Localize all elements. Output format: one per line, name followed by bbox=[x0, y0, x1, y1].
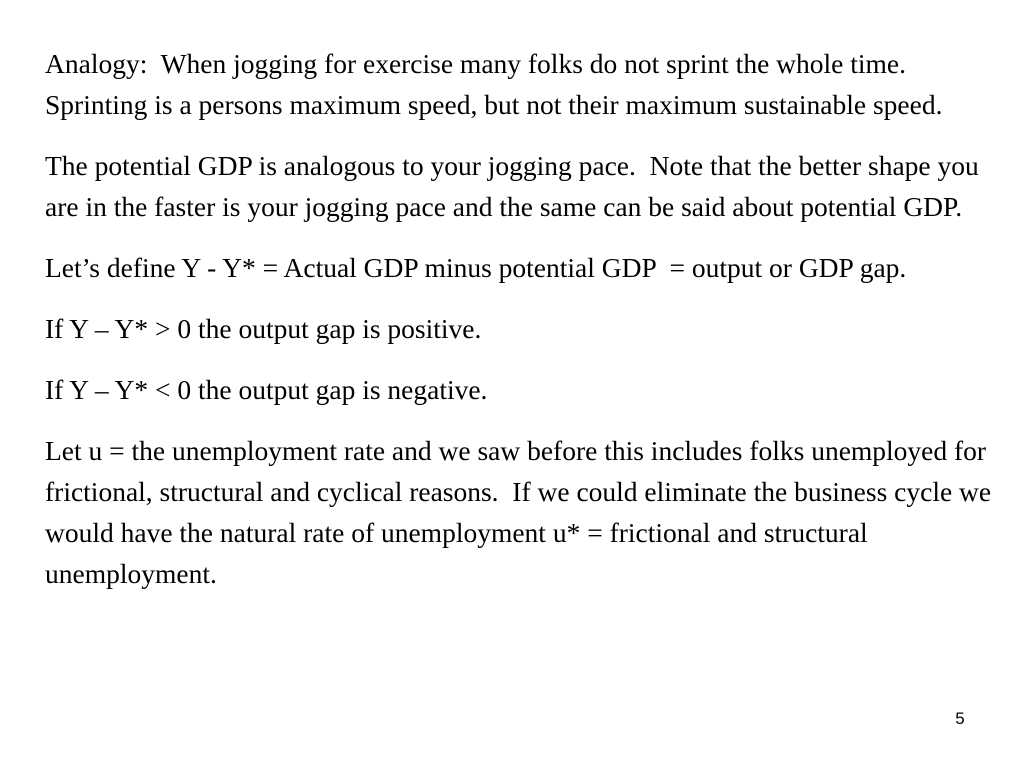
paragraph-unemployment: Let u = the unemployment rate and we saw before this includes folks unemployed for frictional, structural and cyclical reasons. If we could eliminate the business cycle we would have the natural rate of unemployment u* = frictional and structural unemployment. bbox=[45, 435, 998, 589]
paragraph-potential-gdp: The potential GDP is analogous to your jogging pace. Note that the better shape you are in the faster is your jogging pace and the same can be said about potential GDP. bbox=[45, 150, 986, 222]
paragraph-negative-gap: If Y – Y* < 0 the output gap is negative. bbox=[45, 374, 488, 405]
paragraph-gdp-gap-definition: Let’s define Y - Y* = Actual GDP minus potential GDP = output or GDP gap. bbox=[45, 252, 907, 283]
paragraph-analogy: Analogy: When jogging for exercise many folks do not sprint the whole time. Sprinting is a persons maximum speed, but not their maximum sustainable speed. bbox=[45, 48, 943, 120]
slide-body bbox=[45, 43, 1000, 614]
page-number: 5 bbox=[955, 709, 965, 728]
paragraph-positive-gap: If Y – Y* > 0 the output gap is positive. bbox=[45, 313, 482, 344]
